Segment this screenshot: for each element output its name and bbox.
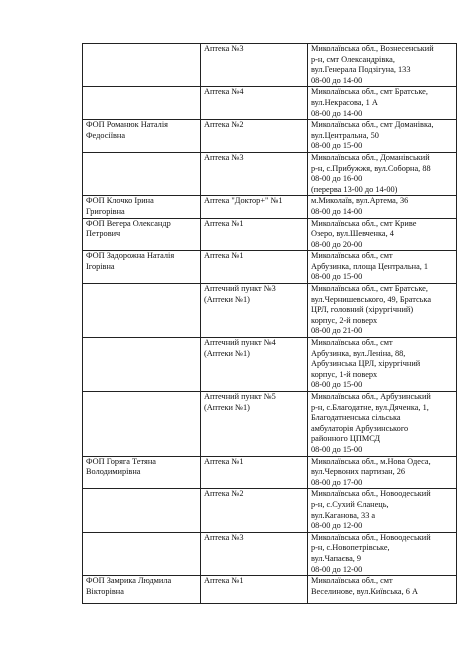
address-text-line: Миколаївська обл., Вознесенський (311, 44, 434, 53)
pharmacy-cell (201, 120, 308, 153)
address-text-line: 08-00 до 15-00 (311, 380, 363, 390)
address-cell (308, 392, 457, 457)
owner-text-line: ФОП Клочко Ірина (86, 196, 154, 206)
pharmacy-text-line: Аптека №3 (204, 532, 244, 542)
pharmacy-cell (201, 576, 308, 604)
address-text-line: р-н, смт Олександрівка, (311, 54, 395, 64)
pharmacy-text-line: (Аптеки №1) (204, 402, 250, 412)
pharmacy-table-body (83, 44, 457, 604)
address-text-line: Арбузинка, вул.Леніна, 88, (311, 348, 406, 358)
address-text-line: Миколаївська обл., смт (311, 251, 393, 261)
address-text-line: р-н, с.Новопетрівське, (311, 543, 390, 553)
table-row (83, 218, 457, 251)
address-text-line: Миколаївська обл., смт Братське, (311, 284, 428, 294)
pharmacy-cell (201, 532, 308, 575)
pharmacy-text-line: Аптечний пункт №3 (204, 284, 276, 294)
address-cell (308, 87, 457, 120)
pharmacy-text-line: Аптечний пункт №4 (204, 338, 276, 348)
address-cell (308, 456, 457, 489)
pharmacy-text-line: (Аптеки №1) (204, 348, 250, 358)
address-text-line: р-н, с.Прибужжя, вул.Соборна, 88 (311, 163, 431, 173)
owner-cell (83, 532, 201, 575)
address-text-line: Миколаївська обл., Арбузинський (311, 392, 431, 401)
address-text-line: вул.Некрасова, 1 А (311, 97, 378, 107)
owner-text-line: Петрович (86, 229, 121, 239)
address-text-line: корпус, 1-й поверх (311, 369, 378, 379)
pharmacy-cell (201, 251, 308, 284)
address-text-line: Миколаївська обл., Новоодеський (311, 489, 431, 499)
address-text-line: 08-00 до 21-00 (311, 326, 363, 336)
table-row (83, 152, 457, 195)
address-text-line: Миколаївська обл., смт Криве (311, 218, 417, 228)
address-text-line: амбулаторія Арбузинського (311, 423, 409, 433)
table-row (83, 456, 457, 489)
pharmacy-text-line: Аптека №3 (204, 44, 244, 53)
owner-cell (83, 44, 201, 87)
address-text-line: районного ЦПМСД (311, 434, 381, 444)
owner-cell (83, 338, 201, 392)
table-row (83, 284, 457, 338)
owner-text-line: Володимирівна (86, 467, 141, 477)
table-row (83, 576, 457, 604)
table-row (83, 196, 457, 218)
address-text-line: 08-00 до 15-00 (311, 444, 363, 454)
address-text-line: Миколаївська обл., смт (311, 338, 393, 348)
pharmacy-cell (201, 489, 308, 532)
owner-cell (83, 489, 201, 532)
owner-cell (83, 87, 201, 120)
address-text-line: 08-00 до 15-00 (311, 272, 363, 282)
owner-cell (83, 218, 201, 251)
address-text-line: 08-00 до 14-00 (311, 206, 363, 216)
owner-text-line: ФОП Вегера Олександр (86, 218, 171, 228)
pharmacy-cell (201, 218, 308, 251)
pharmacy-cell (201, 284, 308, 338)
address-cell (308, 489, 457, 532)
owner-cell (83, 251, 201, 284)
address-text-line: ЦРЛ, головний (хірургічний) (311, 305, 414, 315)
owner-cell (83, 392, 201, 457)
address-text-line: Миколаївська обл., смт Доманівка, (311, 120, 434, 130)
pharmacy-text-line: Аптека №2 (204, 120, 244, 130)
pharmacy-cell (201, 44, 308, 87)
pharmacy-text-line: Аптека №1 (204, 456, 244, 466)
table-row (83, 251, 457, 284)
table-row (83, 120, 457, 153)
pharmacy-cell (201, 456, 308, 489)
pharmacy-cell (201, 152, 308, 195)
owner-cell (83, 120, 201, 153)
pharmacy-text-line: (Аптеки №1) (204, 294, 250, 304)
address-text-line: вул.Генерала Подзігуна, 133 (311, 65, 411, 75)
owner-text-line: ФОП Задорожна Наталія (86, 251, 175, 261)
pharmacy-table (82, 43, 457, 604)
address-cell (308, 532, 457, 575)
address-text-line: Арбузинська ЦРЛ, хірургічний (311, 359, 421, 369)
address-text-line: р-н, с.Благодатне, вул.Дяченка, 1, (311, 402, 429, 412)
address-text-line: вул.Каганова, 33 а (311, 510, 376, 520)
owner-cell (83, 576, 201, 604)
address-text-line: вул.Червоних партизан, 26 (311, 467, 406, 477)
pharmacy-cell (201, 392, 308, 457)
pharmacy-text-line: Аптека №2 (204, 489, 244, 499)
address-text-line: Озеро, вул.Шевченка, 4 (311, 229, 394, 239)
address-text-line: Миколаївська обл., смт Братське, (311, 87, 428, 97)
pharmacy-text-line: Аптека "Доктор+" №1 (204, 196, 283, 206)
address-cell (308, 152, 457, 195)
pharmacy-cell (201, 196, 308, 218)
owner-text-line: Вікторівна (86, 586, 124, 596)
address-text-line: 08-00 до 15-00 (311, 141, 363, 151)
owner-text-line: ФОП Замрика Людмила (86, 576, 172, 586)
address-cell (308, 251, 457, 284)
pharmacy-text-line: Аптека №1 (204, 251, 244, 261)
address-text-line: 08-00 до 14-00 (311, 75, 363, 85)
address-text-line: Благодатненська сільська (311, 413, 401, 423)
address-text-line: Веселинове, вул.Київська, 6 А (311, 586, 418, 596)
pharmacy-cell (201, 87, 308, 120)
pharmacy-text-line: Аптека №4 (204, 87, 244, 97)
address-text-line: Миколаївська обл., смт (311, 576, 393, 586)
address-text-line: 08-00 до 14-00 (311, 108, 363, 118)
address-text-line: 08-00 до 16-00 (311, 174, 363, 184)
address-cell (308, 120, 457, 153)
address-text-line: Миколаївська обл., Доманівський (311, 152, 430, 162)
address-text-line: Миколаївська обл., Новоодеський (311, 532, 431, 542)
address-cell (308, 576, 457, 604)
owner-text-line: Федосіївна (86, 130, 126, 140)
address-text-line: корпус, 2-й поверх (311, 315, 378, 325)
pharmacy-cell (201, 338, 308, 392)
owner-cell (83, 196, 201, 218)
address-text-line: 08-00 до 12-00 (311, 521, 363, 531)
address-text-line: Миколаївська обл., м.Нова Одеса, (311, 456, 431, 466)
owner-text-line: ФОП Романюк Наталія (86, 120, 168, 130)
address-cell (308, 196, 457, 218)
address-text-line: вул.Центральна, 50 (311, 130, 379, 140)
table-row (83, 87, 457, 120)
owner-text-line: ФОП Горяга Тетяна (86, 456, 156, 466)
table-row (83, 338, 457, 392)
owner-cell (83, 152, 201, 195)
owner-text-line: Ігорівна (86, 261, 115, 271)
table-row (83, 489, 457, 532)
address-cell (308, 44, 457, 87)
owner-cell (83, 284, 201, 338)
table-row (83, 44, 457, 87)
address-text-line: вул.Чернишевського, 49, Братська (311, 294, 432, 304)
address-cell (308, 338, 457, 392)
table-row (83, 392, 457, 457)
address-text-line: (перерва 13-00 до 14-00) (311, 184, 398, 194)
owner-cell (83, 456, 201, 489)
address-text-line: 08-00 до 20-00 (311, 239, 363, 249)
document-page (82, 43, 457, 604)
address-cell (308, 218, 457, 251)
owner-text-line: Григорівна (86, 206, 125, 216)
pharmacy-text-line: Аптека №3 (204, 152, 244, 162)
pharmacy-text-line: Аптека №1 (204, 218, 244, 228)
address-text-line: вул.Чапаєва, 9 (311, 553, 362, 563)
pharmacy-text-line: Аптека №1 (204, 576, 244, 586)
address-text-line: 08-00 до 12-00 (311, 564, 363, 574)
address-text-line: Арбузинка, площа Центральна, 1 (311, 261, 429, 271)
address-text-line: 08-00 до 17-00 (311, 477, 363, 487)
address-text-line: м.Миколаїв, вул.Артема, 36 (311, 196, 409, 206)
table-row (83, 532, 457, 575)
address-text-line: р-н, с.Сухий Єланець, (311, 499, 389, 509)
pharmacy-text-line: Аптечний пункт №5 (204, 392, 276, 401)
address-cell (308, 284, 457, 338)
